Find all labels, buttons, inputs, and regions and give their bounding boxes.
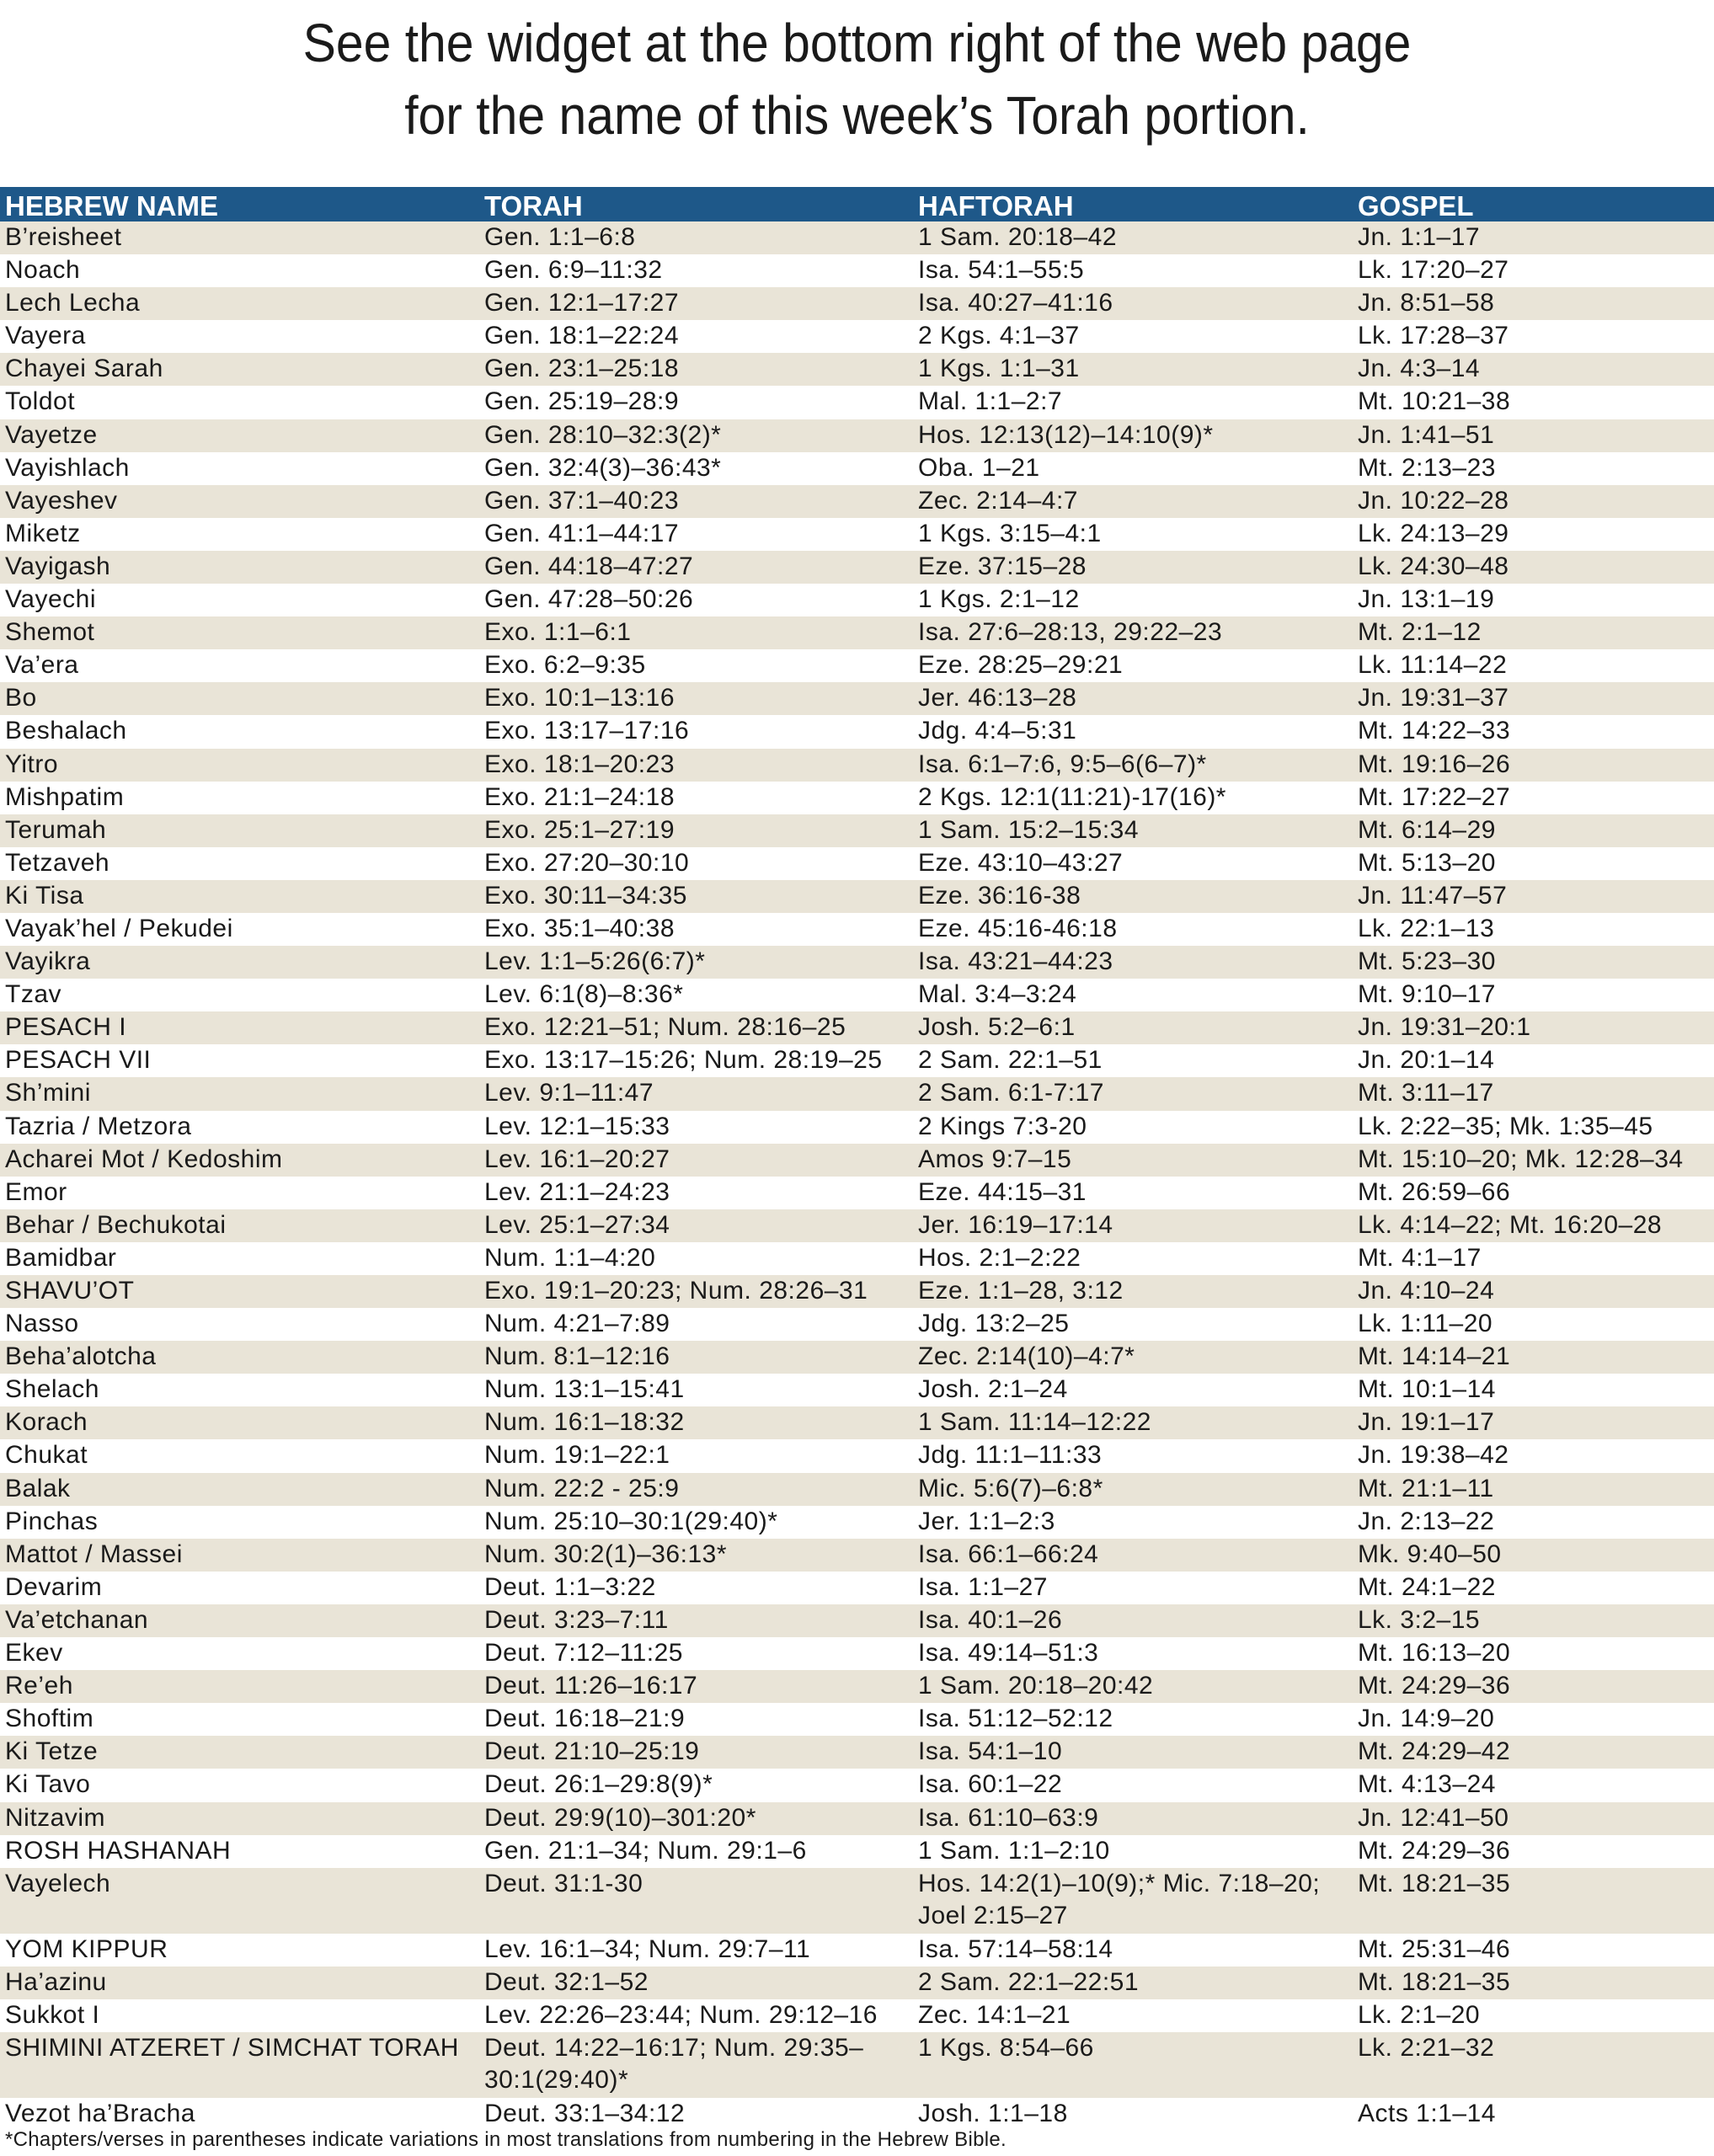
table-row: [0, 419, 1714, 452]
haftorah-cell: Eze. 44:15–31: [918, 1177, 1087, 1206]
gospel-cell: Mk. 9:40–50: [1358, 1540, 1502, 1568]
table-row: [0, 1539, 1714, 1572]
torah-cell: Exo. 25:1–27:19: [484, 815, 675, 844]
torah-cell: Exo. 13:17–15:26; Num. 28:19–25: [484, 1046, 883, 1075]
table-row: [0, 1308, 1714, 1341]
hebrew-name-cell: B’reisheet: [5, 223, 122, 251]
hebrew-name-cell: Noach: [5, 256, 81, 285]
table-row: [0, 979, 1714, 1011]
haftorah-cell: Isa. 40:1–26: [918, 1605, 1063, 1634]
haftorah-cell: Isa. 54:1–10: [918, 1737, 1063, 1766]
hebrew-name-cell: Emor: [5, 1177, 67, 1206]
gospel-cell: Lk. 24:30–48: [1358, 552, 1509, 580]
haftorah-cell: Mal. 3:4–3:24: [918, 980, 1077, 1009]
hebrew-name-cell: Va’etchanan: [5, 1605, 149, 1634]
gospel-cell: Acts 1:1–14: [1358, 2099, 1496, 2127]
table-row: [0, 485, 1714, 518]
gospel-cell: Mt. 9:10–17: [1358, 980, 1496, 1009]
torah-cell: Gen. 23:1–25:18: [484, 355, 680, 383]
torah-cell: Num. 1:1–4:20: [484, 1243, 656, 1272]
hebrew-name-cell: Bo: [5, 684, 37, 712]
hebrew-name-cell: Nitzavim: [5, 1803, 106, 1832]
table-row: [0, 1177, 1714, 1209]
torah-cell: Num. 4:21–7:89: [484, 1310, 670, 1338]
gospel-cell: Lk. 2:1–20: [1358, 2000, 1481, 2029]
haftorah-cell: Isa. 60:1–22: [918, 1770, 1063, 1799]
torah-cell: Num. 16:1–18:32: [484, 1408, 685, 1437]
haftorah-cell: 2 Kings 7:3-20: [918, 1112, 1087, 1140]
hebrew-name-cell: Chukat: [5, 1441, 88, 1470]
haftorah-cell: 2 Kgs. 12:1(11:21)-17(16)*: [918, 782, 1226, 811]
gospel-cell: Jn. 12:41–50: [1358, 1803, 1509, 1832]
gospel-cell: Lk. 22:1–13: [1358, 914, 1495, 942]
torah-cell: Exo. 18:1–20:23: [484, 750, 675, 778]
table-row: [0, 353, 1714, 386]
gospel-cell: Mt. 4:13–24: [1358, 1770, 1496, 1799]
gospel-cell: Mt. 24:29–42: [1358, 1737, 1511, 1766]
haftorah-cell: Isa. 27:6–28:13, 29:22–23: [918, 618, 1223, 647]
hebrew-name-cell: PESACH I: [5, 1013, 127, 1042]
torah-cell: Gen. 41:1–44:17: [484, 519, 680, 547]
hebrew-name-cell: Ki Tetze: [5, 1737, 99, 1766]
haftorah-cell: Eze. 1:1–28, 3:12: [918, 1277, 1124, 1305]
hebrew-name-cell: SHAVU’OT: [5, 1277, 135, 1305]
gospel-cell: Jn. 2:13–22: [1358, 1507, 1495, 1535]
table-row: [0, 1275, 1714, 1308]
hebrew-name-cell: Beshalach: [5, 717, 127, 745]
table-row: [0, 1044, 1714, 1077]
haftorah-cell: Isa. 6:1–7:6, 9:5–6(6–7)*: [918, 750, 1207, 778]
table-row: [0, 452, 1714, 485]
gospel-cell: Mt. 2:13–23: [1358, 453, 1496, 482]
haftorah-cell: Jdg. 4:4–5:31: [918, 717, 1077, 745]
gospel-cell: Mt. 3:11–17: [1358, 1079, 1494, 1107]
haftorah-cell: 2 Sam. 22:1–22:51: [918, 1967, 1140, 1996]
gospel-cell: Mt. 18:21–35: [1358, 1967, 1511, 1996]
table-row: [0, 1934, 1714, 1967]
hebrew-name-cell: Beha’alotcha: [5, 1342, 157, 1371]
torah-cell: Deut. 21:10–25:19: [484, 1737, 700, 1766]
gospel-cell: Mt. 6:14–29: [1358, 815, 1496, 844]
table-row: [0, 1868, 1714, 1934]
torah-cell: Exo. 30:11–34:35: [484, 881, 687, 910]
headline-line-1: See the widget at the bottom right of the web page: [302, 13, 1412, 73]
gospel-cell: Lk. 1:11–20: [1358, 1310, 1493, 1338]
torah-cell: Deut. 32:1–52: [484, 1967, 649, 1996]
gospel-cell: Jn. 19:31–37: [1358, 684, 1509, 712]
gospel-cell: Lk. 4:14–22; Mt. 16:20–28: [1358, 1210, 1663, 1239]
gospel-cell: Jn. 19:31–20:1: [1358, 1013, 1531, 1042]
gospel-cell: Mt. 15:10–20; Mk. 12:28–34: [1358, 1145, 1684, 1173]
gospel-cell: Jn. 8:51–58: [1358, 289, 1495, 318]
gospel-cell: Jn. 14:9–20: [1358, 1705, 1495, 1733]
hebrew-name-cell: Tazria / Metzora: [5, 1112, 192, 1140]
torah-cell: Gen. 21:1–34; Num. 29:1–6: [484, 1836, 807, 1865]
gospel-cell: Lk. 3:2–15: [1358, 1605, 1481, 1634]
torah-cell: Deut. 7:12–11:25: [484, 1639, 683, 1668]
torah-cell: Gen. 47:28–50:26: [484, 585, 694, 614]
haftorah-cell: 1 Sam. 11:14–12:22: [918, 1408, 1151, 1437]
table-row: [0, 1572, 1714, 1604]
hebrew-name-cell: Vayelech: [5, 1869, 111, 1897]
gospel-cell: Lk. 24:13–29: [1358, 519, 1509, 547]
hebrew-name-cell: Ki Tisa: [5, 881, 84, 910]
torah-cell: Deut. 1:1–3:22: [484, 1572, 656, 1601]
hebrew-name-cell: Shoftim: [5, 1705, 94, 1733]
hebrew-name-cell: YOM KIPPUR: [5, 1935, 168, 1963]
haftorah-cell: Isa. 43:21–44:23: [918, 947, 1113, 976]
gospel-cell: Mt. 16:13–20: [1358, 1639, 1511, 1668]
hebrew-name-cell: Nasso: [5, 1310, 79, 1338]
table-row: [0, 1077, 1714, 1110]
torah-cell: Gen. 1:1–6:8: [484, 223, 636, 251]
torah-cell: Deut. 14:22–16:17; Num. 29:35–30:1(29:40)*: [484, 2033, 864, 2094]
torah-cell: Exo. 21:1–24:18: [484, 782, 675, 811]
hebrew-name-cell: Behar / Bechukotai: [5, 1210, 227, 1239]
gospel-cell: Jn. 19:38–42: [1358, 1441, 1509, 1470]
haftorah-cell: 1 Sam. 20:18–20:42: [918, 1672, 1154, 1700]
table-row: [0, 1604, 1714, 1637]
torah-cell: Gen. 6:9–11:32: [484, 256, 663, 285]
gospel-cell: Mt. 10:21–38: [1358, 387, 1511, 416]
haftorah-cell: Isa. 66:1–66:24: [918, 1540, 1099, 1568]
hebrew-name-cell: Tzav: [5, 980, 62, 1009]
hebrew-name-cell: Vayigash: [5, 552, 111, 580]
torah-cell: Exo. 13:17–17:16: [484, 717, 690, 745]
table-row: [0, 518, 1714, 551]
haftorah-cell: Jer. 1:1–2:3: [918, 1507, 1055, 1535]
torah-cell: Lev. 21:1–24:23: [484, 1177, 670, 1206]
header-haftorah: HAFTORAH: [918, 190, 1074, 221]
gospel-cell: Lk. 2:21–32: [1358, 2033, 1495, 2062]
table-row: [0, 1637, 1714, 1670]
table-row: [0, 1111, 1714, 1144]
haftorah-cell: 1 Kgs. 2:1–12: [918, 585, 1080, 614]
gospel-cell: Jn. 1:1–17: [1358, 223, 1481, 251]
haftorah-cell: Isa. 57:14–58:14: [918, 1935, 1113, 1963]
header-torah: TORAH: [484, 190, 583, 221]
hebrew-name-cell: Mishpatim: [5, 782, 125, 811]
haftorah-cell: Josh. 2:1–24: [918, 1375, 1068, 1404]
hebrew-name-cell: Tetzaveh: [5, 848, 110, 877]
torah-cell: Exo. 10:1–13:16: [484, 684, 675, 712]
hebrew-name-cell: Ekev: [5, 1639, 63, 1668]
headline-line-2: for the name of this week’s Torah portion.: [404, 85, 1310, 146]
gospel-cell: Mt. 2:1–12: [1358, 618, 1482, 647]
table-row: [0, 682, 1714, 715]
table-row: [0, 584, 1714, 616]
table-row: [0, 1242, 1714, 1275]
haftorah-cell: Oba. 1–21: [918, 453, 1040, 482]
gospel-cell: Mt. 4:1–17: [1358, 1243, 1482, 1272]
gospel-cell: Jn. 20:1–14: [1358, 1046, 1495, 1075]
table-row: [0, 320, 1714, 353]
hebrew-name-cell: Va’era: [5, 651, 79, 680]
torah-cell: Lev. 12:1–15:33: [484, 1112, 670, 1140]
hebrew-name-cell: Terumah: [5, 815, 107, 844]
table-row: [0, 616, 1714, 649]
gospel-cell: Mt. 25:31–46: [1358, 1935, 1511, 1963]
hebrew-name-cell: Vayikra: [5, 947, 91, 976]
table-row: [0, 880, 1714, 913]
table-row: [0, 749, 1714, 782]
gospel-cell: Mt. 19:16–26: [1358, 750, 1511, 778]
gospel-cell: Mt. 5:23–30: [1358, 947, 1496, 976]
table-row: [0, 1802, 1714, 1835]
table-row: [0, 1011, 1714, 1044]
haftorah-cell: Josh. 1:1–18: [918, 2099, 1068, 2127]
gospel-cell: Lk. 11:14–22: [1358, 651, 1508, 680]
haftorah-cell: Eze. 28:25–29:21: [918, 651, 1124, 680]
torah-cell: Exo. 1:1–6:1: [484, 618, 632, 647]
haftorah-cell: 1 Sam. 1:1–2:10: [918, 1836, 1110, 1865]
page-headline: [68, 0, 1645, 152]
haftorah-cell: Hos. 2:1–2:22: [918, 1243, 1081, 1272]
haftorah-cell: Hos. 12:13(12)–14:10(9)*: [918, 420, 1214, 449]
table-row: [0, 1703, 1714, 1736]
gospel-cell: Mt. 18:21–35: [1358, 1869, 1511, 1897]
hebrew-name-cell: Shelach: [5, 1375, 99, 1404]
table-row: [0, 1209, 1714, 1242]
haftorah-cell: Isa. 61:10–63:9: [918, 1803, 1099, 1832]
table-row: [0, 1670, 1714, 1703]
torah-cell: Gen. 37:1–40:23: [484, 486, 680, 515]
torah-cell: Num. 30:2(1)–36:13*: [484, 1540, 727, 1568]
torah-cell: Num. 8:1–12:16: [484, 1342, 670, 1371]
table-row: [0, 1374, 1714, 1406]
torah-cell: Deut. 16:18–21:9: [484, 1705, 686, 1733]
torah-cell: Deut. 31:1-30: [484, 1869, 643, 1897]
torah-cell: Gen. 32:4(3)–36:43*: [484, 453, 722, 482]
table-row: [0, 847, 1714, 880]
gospel-cell: Mt. 24:1–22: [1358, 1572, 1496, 1601]
table-row: [0, 649, 1714, 682]
haftorah-cell: Isa. 54:1–55:5: [918, 256, 1085, 285]
hebrew-name-cell: Balak: [5, 1474, 71, 1502]
table-row: [0, 1341, 1714, 1374]
table-row: [0, 1835, 1714, 1868]
table-row: [0, 2098, 1714, 2131]
table-body: [0, 221, 1714, 2131]
torah-cell: Deut. 26:1–29:8(9)*: [484, 1770, 713, 1799]
table-row: [0, 782, 1714, 814]
hebrew-name-cell: Chayei Sarah: [5, 355, 163, 383]
gospel-cell: Mt. 24:29–36: [1358, 1672, 1511, 1700]
gospel-cell: Jn. 11:47–57: [1358, 881, 1508, 910]
torah-cell: Exo. 35:1–40:38: [484, 914, 675, 942]
table-row: [0, 386, 1714, 419]
hebrew-name-cell: Vezot ha’Bracha: [5, 2099, 195, 2127]
table-row: [0, 1506, 1714, 1539]
gospel-cell: Mt. 14:14–21: [1358, 1342, 1511, 1371]
torah-cell: Lev. 25:1–27:34: [484, 1210, 670, 1239]
torah-cell: Lev. 16:1–34; Num. 29:7–11: [484, 1935, 811, 1963]
haftorah-cell: Zec. 2:14(10)–4:7*: [918, 1342, 1135, 1371]
table-row: [0, 814, 1714, 847]
table-row: [0, 254, 1714, 287]
hebrew-name-cell: Vayishlach: [5, 453, 130, 482]
table-header: [0, 187, 1714, 221]
haftorah-cell: 1 Kgs. 1:1–31: [918, 355, 1080, 383]
torah-cell: Num. 19:1–22:1: [484, 1441, 670, 1470]
torah-cell: Deut. 11:26–16:17: [484, 1672, 698, 1700]
hebrew-name-cell: Bamidbar: [5, 1243, 117, 1272]
haftorah-cell: 2 Kgs. 4:1–37: [918, 322, 1080, 350]
table-row: [0, 1967, 1714, 1999]
hebrew-name-cell: SHIMINI ATZERET / SIMCHAT TORAH: [5, 2033, 459, 2062]
haftorah-cell: Hos. 14:2(1)–10(9);* Mic. 7:18–20; Joel 2:15–27: [918, 1869, 1321, 1929]
torah-cell: Gen. 12:1–17:27: [484, 289, 680, 318]
haftorah-cell: Isa. 51:12–52:12: [918, 1705, 1113, 1733]
haftorah-cell: Eze. 37:15–28: [918, 552, 1087, 580]
hebrew-name-cell: Yitro: [5, 750, 59, 778]
hebrew-name-cell: Mattot / Massei: [5, 1540, 183, 1568]
gospel-cell: Lk. 17:28–37: [1358, 322, 1509, 350]
haftorah-cell: Jdg. 11:1–11:33: [918, 1441, 1103, 1470]
hebrew-name-cell: Vayechi: [5, 585, 97, 614]
haftorah-cell: 1 Kgs. 3:15–4:1: [918, 519, 1102, 547]
hebrew-name-cell: Korach: [5, 1408, 88, 1437]
hebrew-name-cell: Vayera: [5, 322, 86, 350]
gospel-cell: Jn. 13:1–19: [1358, 585, 1495, 614]
haftorah-cell: Eze. 36:16-38: [918, 881, 1081, 910]
haftorah-cell: Mic. 5:6(7)–6:8*: [918, 1474, 1103, 1502]
hebrew-name-cell: Vayak’hel / Pekudei: [5, 914, 233, 942]
gospel-cell: Lk. 17:20–27: [1358, 256, 1509, 285]
hebrew-name-cell: Toldot: [5, 387, 76, 416]
torah-cell: Deut. 3:23–7:11: [484, 1605, 669, 1634]
torah-cell: Deut. 33:1–34:12: [484, 2099, 686, 2127]
haftorah-cell: Jdg. 13:2–25: [918, 1310, 1070, 1338]
torah-cell: Deut. 29:9(10)–301:20*: [484, 1803, 756, 1832]
gospel-cell: Jn. 4:3–14: [1358, 355, 1481, 383]
haftorah-cell: Isa. 49:14–51:3: [918, 1639, 1099, 1668]
torah-cell: Lev. 1:1–5:26(6:7)*: [484, 947, 706, 976]
torah-cell: Gen. 18:1–22:24: [484, 322, 680, 350]
haftorah-cell: Eze. 45:16-46:18: [918, 914, 1118, 942]
torah-cell: Exo. 27:20–30:10: [484, 848, 690, 877]
gospel-cell: Mt. 14:22–33: [1358, 717, 1511, 745]
torah-cell: Num. 13:1–15:41: [484, 1375, 685, 1404]
haftorah-cell: Zec. 2:14–4:7: [918, 486, 1078, 515]
hebrew-name-cell: Shemot: [5, 618, 95, 647]
gospel-cell: Jn. 10:22–28: [1358, 486, 1509, 515]
gospel-cell: Mt. 26:59–66: [1358, 1177, 1511, 1206]
hebrew-name-cell: Re’eh: [5, 1672, 73, 1700]
haftorah-cell: Jer. 46:13–28: [918, 684, 1077, 712]
torah-portion-table: [0, 187, 1714, 2131]
gospel-cell: Jn. 19:1–17: [1358, 1408, 1495, 1437]
haftorah-cell: 1 Sam. 20:18–42: [918, 223, 1118, 251]
haftorah-cell: 1 Sam. 15:2–15:34: [918, 815, 1140, 844]
torah-cell: Lev. 22:26–23:44; Num. 29:12–16: [484, 2000, 878, 2029]
table-row: [0, 946, 1714, 979]
gospel-cell: Mt. 17:22–27: [1358, 782, 1511, 811]
hebrew-name-cell: Ki Tavo: [5, 1770, 91, 1799]
table-row: [0, 551, 1714, 584]
hebrew-name-cell: Acharei Mot / Kedoshim: [5, 1145, 283, 1173]
torah-cell: Exo. 12:21–51; Num. 28:16–25: [484, 1013, 846, 1042]
haftorah-cell: Jer. 16:19–17:14: [918, 1210, 1113, 1239]
haftorah-cell: Zec. 14:1–21: [918, 2000, 1071, 2029]
hebrew-name-cell: Vayetze: [5, 420, 98, 449]
hebrew-name-cell: Vayeshev: [5, 486, 118, 515]
torah-cell: Gen. 44:18–47:27: [484, 552, 694, 580]
torah-cell: Lev. 9:1–11:47: [484, 1079, 654, 1107]
gospel-cell: Mt. 21:1–11: [1358, 1474, 1494, 1502]
haftorah-cell: 2 Sam. 22:1–51: [918, 1046, 1103, 1075]
torah-cell: Num. 25:10–30:1(29:40)*: [484, 1507, 778, 1535]
header-gospel: GOSPEL: [1358, 190, 1474, 221]
gospel-cell: Mt. 24:29–36: [1358, 1836, 1511, 1865]
haftorah-cell: Amos 9:7–15: [918, 1145, 1072, 1173]
torah-cell: Num. 22:2 - 25:9: [484, 1474, 680, 1502]
hebrew-name-cell: ROSH HASHANAH: [5, 1836, 232, 1865]
gospel-cell: Lk. 2:22–35; Mk. 1:35–45: [1358, 1112, 1653, 1140]
hebrew-name-cell: Lech Lecha: [5, 289, 141, 318]
hebrew-name-cell: Sukkot I: [5, 2000, 100, 2029]
table-row: [0, 1144, 1714, 1177]
haftorah-cell: Eze. 43:10–43:27: [918, 848, 1124, 877]
torah-cell: Exo. 6:2–9:35: [484, 651, 646, 680]
hebrew-name-cell: Pinchas: [5, 1507, 99, 1535]
haftorah-cell: Isa. 40:27–41:16: [918, 289, 1113, 318]
table-row: [0, 1736, 1714, 1769]
table-row: [0, 715, 1714, 748]
haftorah-cell: Josh. 5:2–6:1: [918, 1013, 1076, 1042]
gospel-cell: Mt. 5:13–20: [1358, 848, 1496, 877]
haftorah-cell: 1 Kgs. 8:54–66: [918, 2033, 1094, 2062]
torah-cell: Gen. 28:10–32:3(2)*: [484, 420, 722, 449]
hebrew-name-cell: Sh’mini: [5, 1079, 91, 1107]
table-row: [0, 1406, 1714, 1439]
haftorah-cell: Mal. 1:1–2:7: [918, 387, 1063, 416]
table-row: [0, 1769, 1714, 1801]
footnote: *Chapters/verses in parentheses indicate variations in most translations from numbering in the Hebrew Bible.: [5, 2128, 1007, 2151]
header-hebrew-name: HEBREW NAME: [5, 190, 218, 221]
torah-cell: Exo. 19:1–20:23; Num. 28:26–31: [484, 1277, 868, 1305]
hebrew-name-cell: Miketz: [5, 519, 81, 547]
table-row: [0, 2032, 1714, 2098]
gospel-cell: Jn. 1:41–51: [1358, 420, 1495, 449]
table-row: [0, 1999, 1714, 2032]
hebrew-name-cell: Ha’azinu: [5, 1967, 107, 1996]
table-row: [0, 913, 1714, 946]
torah-cell: Lev. 16:1–20:27: [484, 1145, 670, 1173]
haftorah-cell: Isa. 1:1–27: [918, 1572, 1048, 1601]
torah-cell: Gen. 25:19–28:9: [484, 387, 680, 416]
gospel-cell: Jn. 4:10–24: [1358, 1277, 1495, 1305]
haftorah-cell: 2 Sam. 6:1-7:17: [918, 1079, 1104, 1107]
table-row: [0, 221, 1714, 254]
table-row: [0, 1439, 1714, 1472]
torah-cell: Lev. 6:1(8)–8:36*: [484, 980, 684, 1009]
gospel-cell: Mt. 10:1–14: [1358, 1375, 1496, 1404]
hebrew-name-cell: PESACH VII: [5, 1046, 152, 1075]
table-row: [0, 1473, 1714, 1506]
hebrew-name-cell: Devarim: [5, 1572, 103, 1601]
table-row: [0, 287, 1714, 320]
